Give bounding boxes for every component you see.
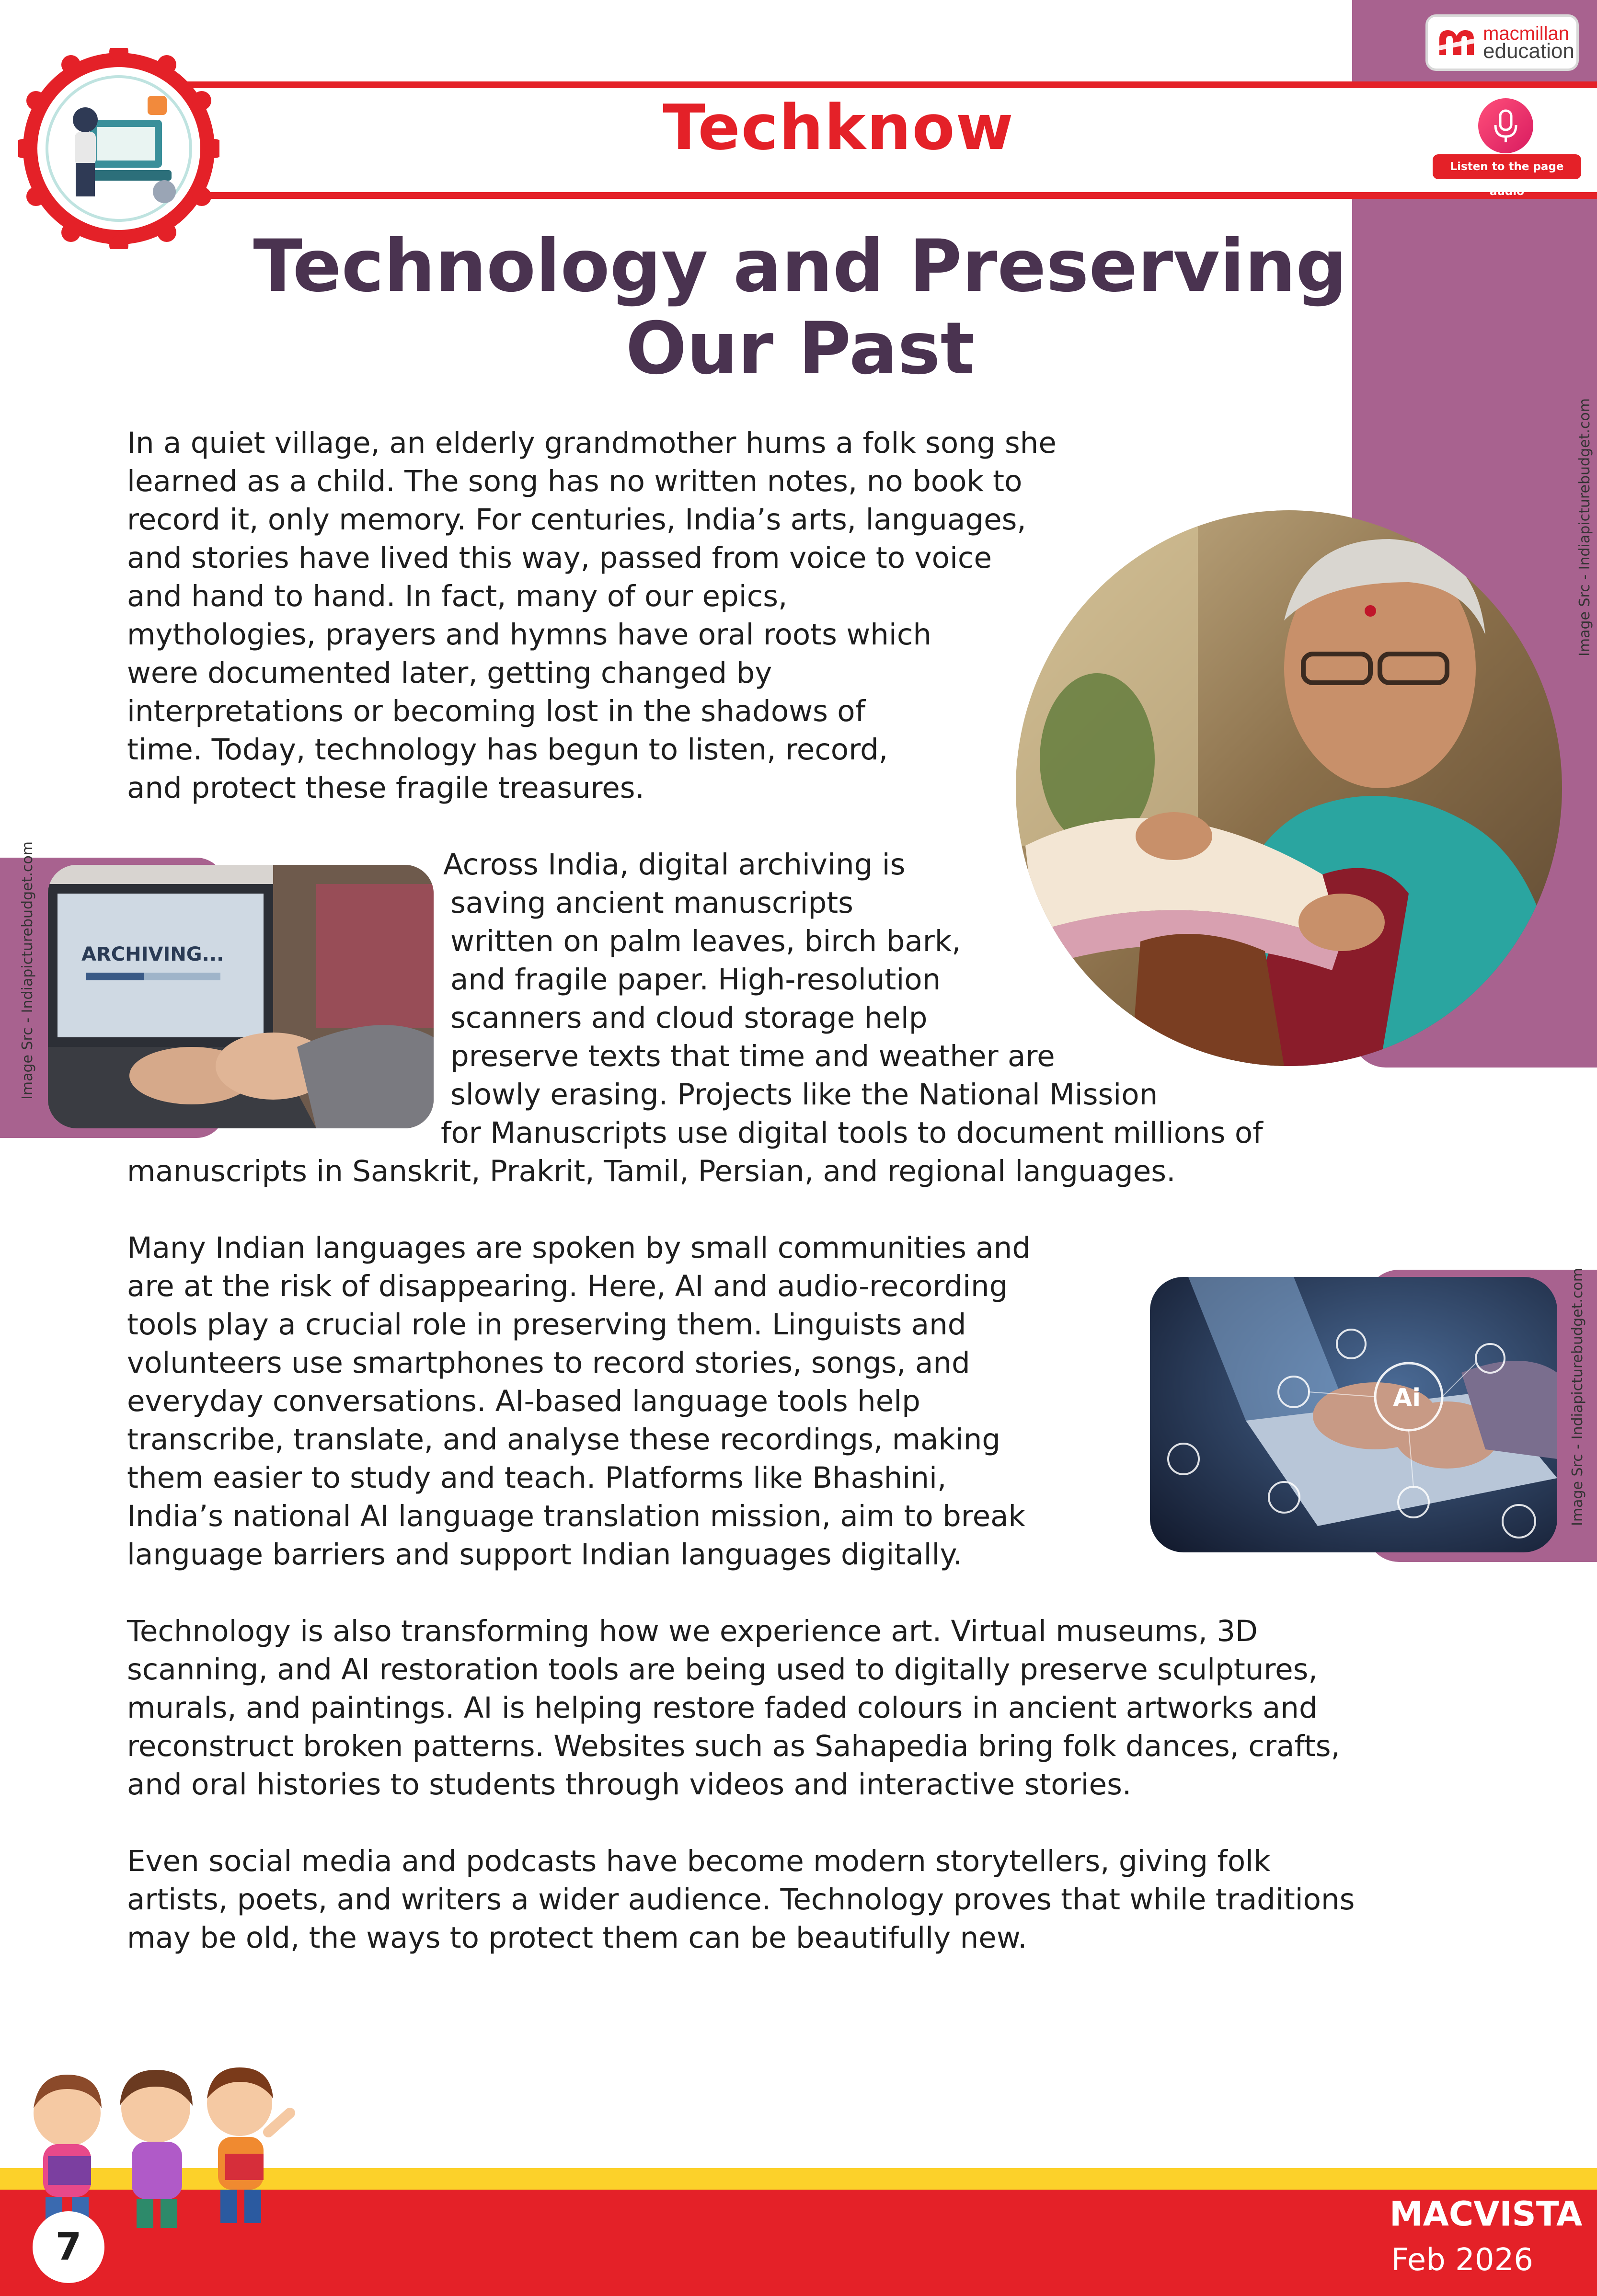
- text-line: manuscripts in Sanskrit, Prakrit, Tamil, Persian, and regional languages.: [127, 1154, 1176, 1188]
- text-line: everyday conversations. AI-based language tools help: [127, 1384, 920, 1418]
- ai-laptop-photo: [1150, 1277, 1557, 1552]
- text-line: tools play a crucial role in preserving them. Linguists and: [127, 1308, 966, 1342]
- text-line: time. Today, technology has begun to listen, record,: [127, 733, 888, 767]
- article-title-line-2: Our Past: [625, 307, 975, 390]
- text-line: and oral histories to students through videos and interactive stories.: [127, 1768, 1132, 1802]
- text-line: learned as a child. The song has no written notes, no book to: [127, 464, 1023, 498]
- paragraph-oral-traditions: [127, 424, 1057, 807]
- text-line: transcribe, translate, and analyse these recordings, making: [127, 1423, 1001, 1457]
- text-line: for Manuscripts use digital tools to document millions of: [441, 1116, 1263, 1150]
- text-line: Across India, digital archiving is: [443, 848, 906, 882]
- issue-date: Feb 2026: [1391, 2242, 1533, 2278]
- macmillan-logo-mark-icon: [1437, 26, 1480, 58]
- text-line: record it, only memory. For centuries, India’s arts, languages,: [127, 503, 1026, 537]
- article-title-line-1: Technology and Preserving: [253, 225, 1347, 308]
- article-title: [206, 225, 1394, 390]
- text-line: written on palm leaves, birch bark,: [450, 924, 961, 958]
- text-line: them easier to study and teach. Platforms like Bhashini,: [127, 1461, 947, 1495]
- text-line: and protect these fragile treasures.: [127, 771, 644, 805]
- text-line: preserve texts that time and weather are: [450, 1039, 1055, 1073]
- techknow-emblem-icon: [18, 48, 219, 249]
- text-line: murals, and paintings. AI is helping restore faded colours in ancient artworks and: [127, 1691, 1318, 1725]
- page-number: 7: [55, 2226, 82, 2269]
- text-line: may be old, the ways to protect them can be beautifully new.: [127, 1921, 1027, 1955]
- laptop-screen-text: ARCHIVING...: [81, 943, 224, 965]
- ai-badge-text: Ai: [1393, 1384, 1421, 1412]
- logo-text-macmillan: macmillan: [1483, 23, 1570, 44]
- text-line: slowly erasing. Projects like the National Mission: [450, 1078, 1158, 1112]
- text-line: India’s national AI language translation mission, aim to break: [127, 1499, 1025, 1533]
- paragraph-languages: [127, 1229, 1031, 1574]
- logo-text-education: education: [1483, 39, 1574, 63]
- text-line: volunteers use smartphones to record stories, songs, and: [127, 1346, 970, 1380]
- image-credit: Image Src - Indiapicturebudget.com: [19, 841, 36, 1100]
- paragraph-social-media: [127, 1842, 1355, 1957]
- text-line: language barriers and support Indian languages digitally.: [127, 1538, 963, 1572]
- section-title: Techknow: [663, 91, 1014, 164]
- image-credit: Image Src - Indiapicturebudget.com: [1576, 398, 1593, 656]
- paragraph-art: [127, 1612, 1340, 1804]
- image-credit: Image Src - Indiapicturebudget.com: [1569, 1268, 1586, 1526]
- listen-audio-button[interactable]: Listen to the page audio: [1433, 154, 1581, 179]
- text-line: are at the risk of disappearing. Here, AI and audio-recording: [127, 1269, 1008, 1303]
- text-line: artists, poets, and writers a wider audience. Technology proves that while traditions: [127, 1883, 1355, 1917]
- text-line: were documented later, getting changed by: [127, 656, 772, 690]
- text-line: and fragile paper. High-resolution: [450, 963, 941, 997]
- paragraph-digital-archiving: [127, 846, 1263, 1191]
- text-line: Technology is also transforming how we experience art. Virtual museums, 3D: [127, 1614, 1258, 1648]
- text-line: saving ancient manuscripts: [450, 886, 853, 920]
- text-line: In a quiet village, an elderly grandmother hums a folk song she: [127, 426, 1057, 460]
- text-line: Even social media and podcasts have become modern storytellers, giving folk: [127, 1844, 1271, 1878]
- text-line: scanning, and AI restoration tools are being used to digitally preserve sculptures,: [127, 1653, 1318, 1687]
- text-line: mythologies, prayers and hymns have oral roots which: [127, 618, 932, 652]
- magazine-name: MACVISTA: [1390, 2194, 1583, 2234]
- text-line: reconstruct broken patterns. Websites such as Sahapedia bring folk dances, crafts,: [127, 1729, 1340, 1763]
- text-line: and stories have lived this way, passed from voice to voice: [127, 541, 992, 575]
- text-line: interpretations or becoming lost in the shadows of: [127, 694, 866, 728]
- text-line: scanners and cloud storage help: [450, 1001, 928, 1035]
- text-line: and hand to hand. In fact, many of our epics,: [127, 579, 788, 613]
- microphone-icon[interactable]: [1478, 98, 1533, 153]
- text-line: Many Indian languages are spoken by small communities and: [127, 1231, 1031, 1265]
